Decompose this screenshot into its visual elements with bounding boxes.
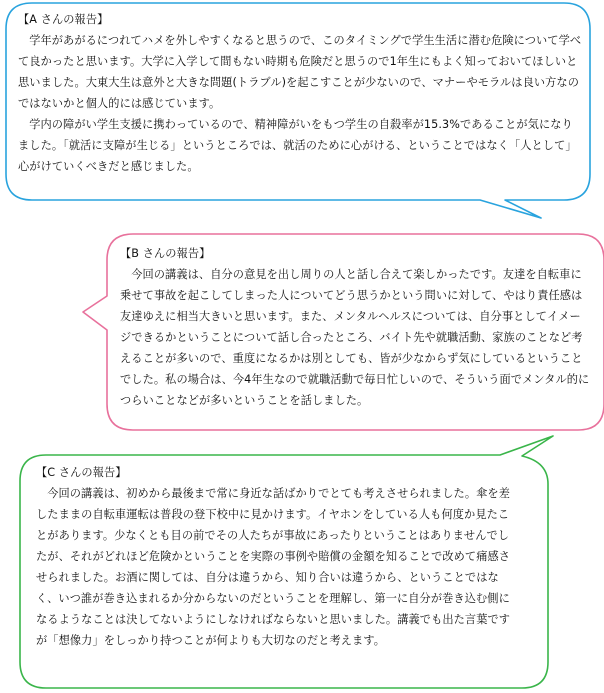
report-c <box>36 462 518 651</box>
report-b <box>120 243 590 411</box>
report-a-heading: 【A さんの報告】 <box>18 13 109 26</box>
report-c-paragraph: 今回の講義は、初めから最後まで常に身近な話ばかりでとても考えさせられました。傘を差したままの自転車運転は普段の登下校中に見かけます。イヤホンをしている人も何度か見たことがあります。少なくとも目の前でその人たちが事故にあったりということはありませんでしたが、それがどれほど危険かということを実際の事例や賠償の金額を知ることで改めて痛感させられました。お酒に関しては、自分は違うから、知り合いは違うから、ということではなく、いつ誰が巻き込まれるか分からないのだということを理解し、第一に自分が巻き込む側になるようなことは決してないようにしなければならないと思いました。講義でも出た言葉ですが「想像力」をしっかり持つことが何よりも大切なのだと考えます。 <box>36 487 511 647</box>
report-a-paragraph: 学内の障がい学生支援に携わっているので、精神障がいをもつ学生の自殺率が15.3%であることが気になりました。「就活に支障が生じる」というところでは、就活のために心がける、ということではなく「人として」心がけていくべきだと感じました。 <box>18 118 577 173</box>
report-b-paragraph: 今回の講義は、自分の意見を出し周りの人と話し合えて楽しかったです。友達を自転車に乗せて事故を起こしてしまった人についてどう思うかという問いに対して、やはり責任感は友達ゆえに相当大きいと思います。また、メンタルヘルスについては、自分事としてイメージできるかということについて話し合ったところ、バイト先や就職活動、家族のことなど考えることが多いので、重度になるかは別としても、皆が少なからず気にしているということでした。私の場合は、今4年生なので就職活動で毎日忙しいので、そういう面でメンタル的につらいことなどが多いということを話しました。 <box>120 268 590 407</box>
report-c-heading: 【C さんの報告】 <box>36 466 127 479</box>
report-a <box>18 9 584 177</box>
report-a-paragraph: 学年があがるにつれてハメを外しやすくなると思うので、このタイミングで学生生活に潜む危険について学べて良かったと思います。大学に入学して間もない時期も危険だと思うので1年生にもよく知っておいてほしいと思いました。大東大生は意外と大きな問題(トラブル)を起こすことが少ないので、マナーやモラルは良い方なのではないかと個人的には感じています。 <box>18 34 582 110</box>
report-b-heading: 【B さんの報告】 <box>120 247 211 260</box>
